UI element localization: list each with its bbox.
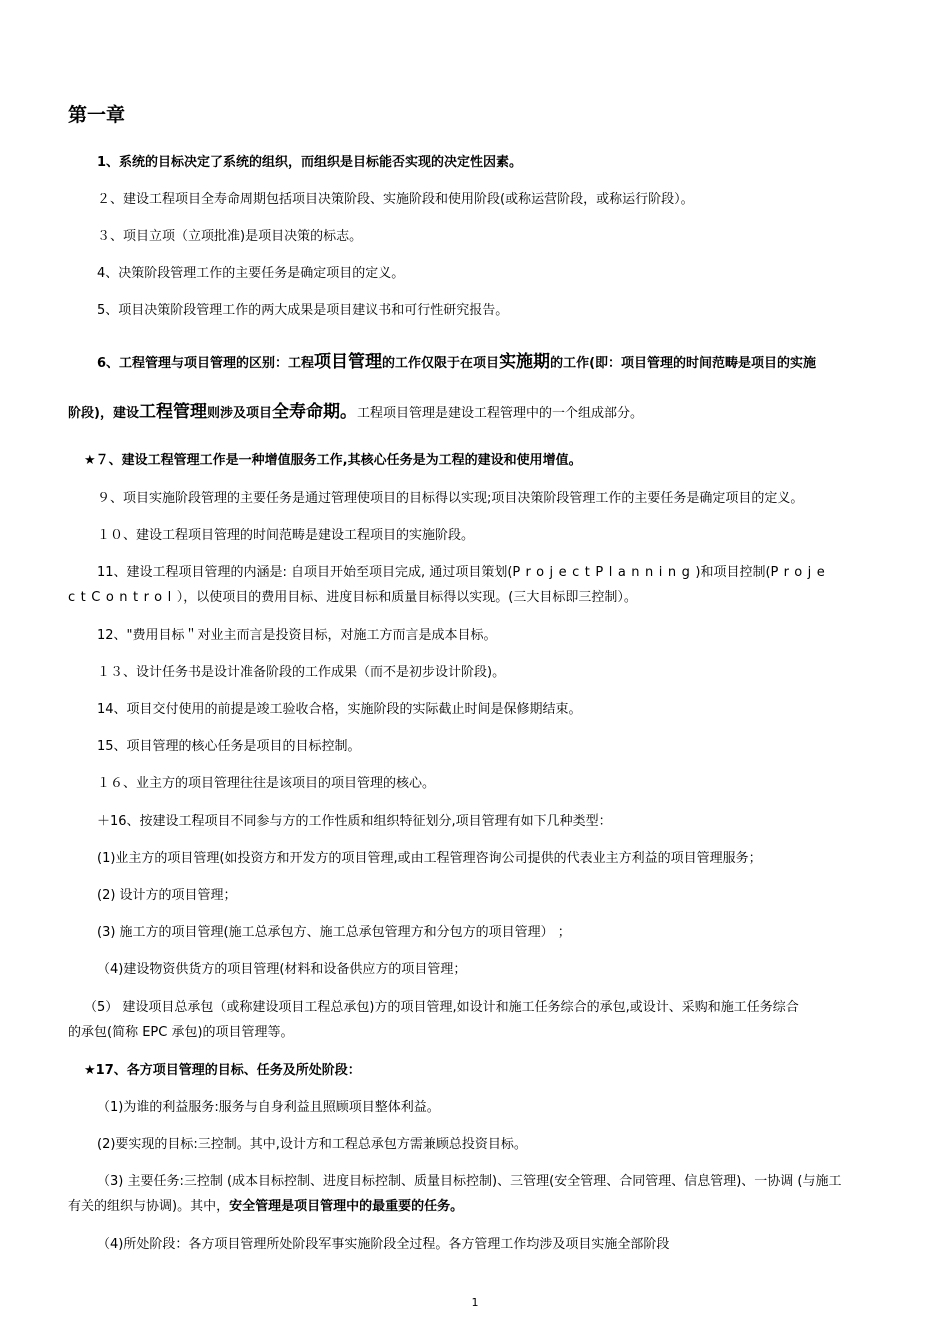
item-14: 14、项目交付使用的前提是竣工验收合格，实施阶段的实际截止时间是保修期结束。 bbox=[97, 702, 582, 717]
item-2: ２、建设工程项目全寿命周期包括项目决策阶段、实施阶段和使用阶段(或称运营阶段，或称运行阶段）。 bbox=[97, 192, 694, 207]
page-number: 1 bbox=[471, 1296, 479, 1309]
item-11-text: )和项目控制( bbox=[695, 565, 771, 580]
type-4: （4)建设物资供货方的项目管理(材料和设备供应方的项目管理； bbox=[97, 962, 467, 977]
item-7: ★７、建设工程管理工作是一种增值服务工作,其核心任务是为工程的建设和使用增值。 bbox=[84, 453, 582, 468]
type-5-line-1: （5） 建设项目总承包（或称建设项目工程总承包)方的项目管理,如设计和施工任务综合的承包,或设计、采购和施工任务综合 bbox=[84, 1000, 799, 1015]
chapter-title: 第一章 bbox=[68, 104, 126, 126]
item-13: １３、设计任务书是设计准备阶段的工作成果（而不是初步设计阶段)。 bbox=[97, 665, 506, 680]
item-6-line-1 bbox=[0, 350, 950, 376]
type-5-line-2: 的承包(简称 EPC 承包)的项目管理等。 bbox=[68, 1025, 294, 1040]
item-6-emphasis: 实施期 bbox=[499, 352, 551, 372]
sub-4: （4)所处阶段：各方项目管理所处阶段军事实施阶段全过程。各方管理工作均涉及项目实施全部阶段 bbox=[97, 1237, 670, 1252]
item-11-term: ctControl bbox=[68, 590, 177, 605]
item-6-line-2 bbox=[0, 400, 950, 426]
sub-3-text: 有关的组织与协调)。其中， bbox=[68, 1199, 230, 1214]
type-2: (2) 设计方的项目管理； bbox=[97, 888, 237, 903]
item-16: １６、业主方的项目管理往往是该项目的项目管理的核心。 bbox=[97, 776, 436, 791]
item-11-term: Proje bbox=[770, 565, 831, 580]
item-6-text: 6、工程管理与项目管理的区别：工程 bbox=[97, 356, 315, 371]
item-11-line-2 bbox=[0, 589, 950, 607]
item-16b: ＋16、按建设工程项目不同参与方的工作性质和组织特征划分,项目管理有如下几种类型： bbox=[97, 814, 612, 829]
item-6-emphasis: 项目管理 bbox=[314, 352, 383, 372]
sub-3-line-2 bbox=[0, 1198, 950, 1216]
item-10: １０、建设工程项目管理的时间范畴是建设工程项目的实施阶段。 bbox=[97, 528, 475, 543]
item-6-emphasis: 工程管理 bbox=[138, 402, 207, 422]
item-15: 15、项目管理的核心任务是项目的目标控制。 bbox=[97, 739, 361, 754]
sub-1: （1)为谁的利益服务:服务与自身利益且照顾项目整体利益。 bbox=[97, 1100, 440, 1115]
item-6-text: 的工作仅限于在项目 bbox=[382, 356, 500, 371]
item-3: ３、项目立项（立项批准)是项目决策的标志。 bbox=[97, 229, 363, 244]
item-6-emphasis: 全寿命期。 bbox=[271, 402, 357, 422]
item-9: ９、项目实施阶段管理的主要任务是通过管理使项目的目标得以实现;项目决策阶段管理工作的主要任务是确定项目的定义。 bbox=[97, 491, 804, 506]
item-12: 12、"费用目标＂对业主而言是投资目标，对施工方而言是成本目标。 bbox=[97, 628, 497, 643]
sub-3-line-1: （3) 主要任务:三控制 (成本目标控制、进度目标控制、质量目标控制)、三管理(安全管理、合同管理、信息管理)、一协调 (与施工 bbox=[97, 1174, 842, 1189]
item-11-text: 11、建设工程项目管理的内涵是: 自项目开始至项目完成, 通过项目策划( bbox=[97, 565, 513, 580]
item-11-line-1 bbox=[0, 564, 950, 582]
item-6-text: 工程项目管理是建设工程管理中的一个组成部分。 bbox=[356, 406, 643, 421]
type-3: (3) 施工方的项目管理(施工总承包方、施工总承包管理方和分包方的项目管理） ； bbox=[97, 925, 571, 940]
item-17: ★17、各方项目管理的目标、任务及所处阶段： bbox=[84, 1063, 361, 1078]
sub-3-emphasis: 安全管理是项目管理中的最重要的任务。 bbox=[229, 1199, 464, 1214]
item-1: 1、系统的目标决定了系统的组织，而组织是目标能否实现的决定性因素。 bbox=[97, 155, 523, 170]
item-11-text: ），以使项目的费用目标、进度目标和质量目标得以实现。(三大目标即三控制）。 bbox=[176, 590, 637, 605]
type-1: (1)业主方的项目管理(如投资方和开发方的项目管理,或由工程管理咨询公司提供的代表业主方利益的项目管理服务； bbox=[97, 851, 762, 866]
item-6-text: 阶段)，建设 bbox=[68, 406, 139, 421]
item-6-text: 的工作(即：项目管理的时间范畴是项目的实施 bbox=[550, 356, 817, 371]
item-11-term: ProjectPlanning bbox=[512, 565, 696, 580]
item-6-text: 则涉及项目 bbox=[206, 406, 272, 421]
item-4: 4、决策阶段管理工作的主要任务是确定项目的定义。 bbox=[97, 266, 405, 281]
item-5: 5、项目决策阶段管理工作的两大成果是项目建议书和可行性研究报告。 bbox=[97, 303, 509, 318]
sub-2: (2)要实现的目标:三控制。其中,设计方和工程总承包方需兼顾总投资目标。 bbox=[97, 1137, 527, 1152]
